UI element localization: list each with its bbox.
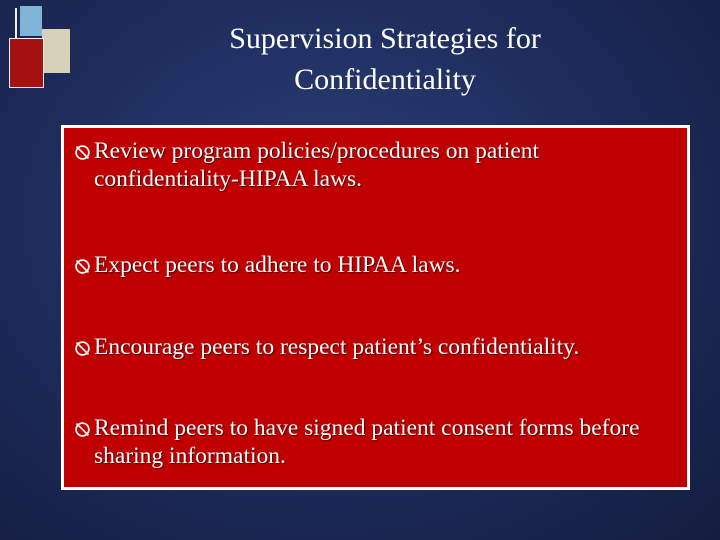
decor-beige-square (42, 29, 70, 73)
circled-slash-icon (74, 258, 91, 275)
bullet-item (74, 137, 679, 193)
slide-title-line-1: Supervision Strategies for (229, 22, 541, 55)
decor-red-square (9, 38, 44, 88)
bullet-text: Expect peers to adhere to HIPAA laws. (94, 252, 461, 278)
bullet-text: Remind peers to have signed patient consent forms before sharing information. (94, 415, 640, 469)
decor-line (15, 8, 17, 38)
circled-slash-icon (74, 340, 91, 357)
content-box (61, 125, 690, 490)
bullet-item (74, 251, 679, 279)
slide-title-line-2: Confidentiality (294, 63, 476, 96)
circled-slash-icon (74, 421, 91, 438)
bullet-text: Review program policies/procedures on patient confidentiality-HIPAA laws. (94, 138, 540, 192)
slide-title (160, 18, 610, 100)
decor-blue-square (20, 6, 42, 36)
bullet-item (74, 414, 679, 470)
circled-slash-icon (74, 144, 91, 161)
bullet-item (74, 333, 679, 361)
bullet-text: Encourage peers to respect patient’s confidentiality. (94, 334, 580, 360)
